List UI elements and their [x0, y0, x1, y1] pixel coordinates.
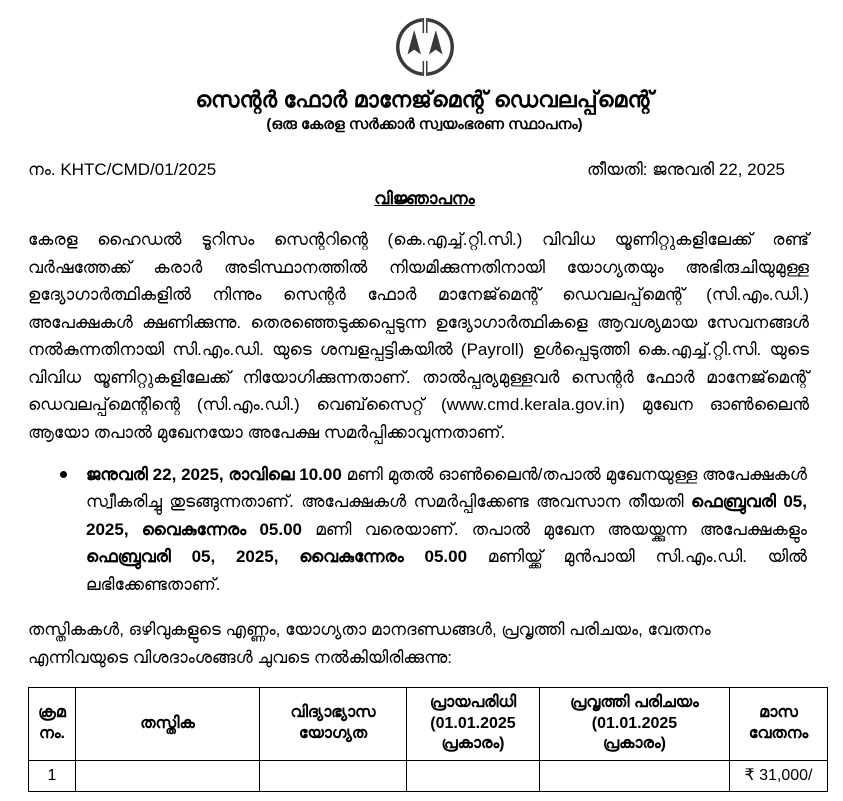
- bullet-plain: മണി വരെയാണ്. തപാൽ മുഖേന അയയ്ക്കുന്ന അപേക്ഷകളും: [302, 519, 807, 539]
- header-line: യോഗ്യത: [298, 724, 368, 742]
- cell-experience: [540, 760, 730, 791]
- organization-subtitle: (ഒരു കേരള സർക്കാർ സ്വയംഭരണ സ്ഥാപനം): [266, 115, 583, 133]
- header-line: പ്രായപരിധി: [429, 694, 517, 712]
- table-header-sl-no: [29, 688, 76, 760]
- notification-heading: വിജ്ഞാപനം: [374, 189, 475, 209]
- header-line: വേതനം: [748, 724, 809, 742]
- header-line: തസ്തിക: [140, 714, 195, 732]
- header-line: (01.01.2025: [591, 714, 678, 732]
- reference-row: [28, 160, 821, 180]
- reference-number: നം. KHTC/CMD/01/2025: [28, 160, 217, 180]
- table-header-post: [76, 688, 260, 760]
- bullet-plain: മണിയ്ക്ക് മുൻപായി സി.എം.ഡി. യിൽ ലഭിക്കേണ്ടതാണ്.: [86, 547, 807, 594]
- header-line: മാസ: [759, 704, 798, 722]
- header-line: ക്രമ: [38, 704, 66, 722]
- bullet-text: [86, 465, 807, 594]
- cell-qualification: [260, 760, 407, 791]
- cell-salary: ₹ 31,000/: [730, 760, 828, 791]
- cell-post: [76, 760, 260, 791]
- table-header-age-limit: [407, 688, 540, 760]
- jobs-table: [28, 687, 828, 792]
- logo-container: [28, 0, 821, 78]
- table-header-experience: [540, 688, 730, 760]
- cmd-emblem-logo: [394, 16, 456, 78]
- table-header-salary: [730, 688, 828, 760]
- organization-title: സെന്റർ ഫോർ മാനേജ്‌മെന്റ് ഡെവലപ്പ്‌മെന്റ്: [195, 87, 654, 112]
- header-line: വിദ്യാഭ്യാസ: [290, 704, 376, 722]
- table-header-row: [29, 688, 828, 760]
- pre-table-note: തസ്തികകൾ, ഒഴിവുകളുടെ എണ്ണം, യോഗ്യതാ മാനദണ്ഡങ്ങൾ, പ്രവൃത്തി പരിചയം, വേതനം എന്നിവയുടെ വിശദാംശങ്ങൾ ചുവടെ നൽകിയിരിക്കുന്നു:: [28, 620, 711, 667]
- header-line: പ്രകാരം): [441, 735, 505, 753]
- table-row: [29, 760, 828, 791]
- header-line: (01.01.2025: [430, 714, 516, 732]
- cell-sl-no: 1: [29, 760, 76, 791]
- bullet-list: [28, 461, 821, 599]
- jobs-table-container: [28, 687, 827, 792]
- bullet-emphasis: ഫെബ്രുവരി 05, 2025, വൈകുന്നേരം 05.00: [86, 547, 468, 567]
- cell-age-limit: [407, 760, 540, 791]
- bullet-dot-icon: [60, 471, 67, 478]
- header-line: നം.: [39, 724, 65, 742]
- table-header-qualification: [260, 688, 407, 760]
- header-line: പ്രകാരം): [603, 735, 666, 753]
- reference-date: തീയതി: ജനുവരി 22, 2025: [586, 160, 785, 180]
- bullet-emphasis: ഫെബ്രുവരി 05, 2025, വൈകുന്നേരം 05.00: [86, 492, 807, 539]
- intro-paragraph: കേരള ഹൈഡൽ ടൂറിസം സെന്ററിന്റെ (കെ.എച്ച്.റ്റി.സി.) വിവിധ യൂണിറ്റുകളിലേക്ക് രണ്ട് വർഷത്തേക്ക് കരാർ അടിസ്ഥാനത്തിൽ നിയമിക്കുന്നതിനായി യോഗ്യതയും അഭിരുചിയുമുള്ള ഉദ്യോഗാർത്ഥികളിൽ നിന്നും സെന്റർ ഫോർ മാനേജ്‌മെന്റ് ഡെവലപ്പ്‌മെന്റ് (സി.എം.ഡി.) അപേക്ഷകൾ ക്ഷണിക്കുന്നു. തെരഞ്ഞെടുക്കപ്പെടുന്ന ഉദ്യോഗാർത്ഥികളെ ആവശ്യമായ സേവനങ്ങൾ നൽകുന്നതിനായി സി.എം.ഡി. യുടെ ശമ്പളപ്പട്ടികയിൽ (Payroll) ഉൾപ്പെടുത്തി കെ.എച്ച്.റ്റി.സി. യുടെ വിവിധ യൂണിറ്റുകളിലേക്ക് നിയോഗിക്കുന്നതാണ്. താൽപ്പര്യമുള്ളവർ സെന്റർ ഫോർ മാനേജ്‌മെന്റ് ഡെവലപ്പ്‌മെന്റിന്റെ (സി.എം.ഡി.) വെബ്‌സൈറ്റ് (www.cmd.kerala.gov.in) മുഖേന ഓൺലൈൻ ആയോ തപാൽ മുഖേനയോ അപേക്ഷ സമർപ്പിക്കാവുന്നതാണ്.: [28, 230, 809, 442]
- header-line: പ്രവൃത്തി പരിചയം: [570, 694, 699, 712]
- list-item: [58, 461, 821, 599]
- bullet-emphasis: ജനുവരി 22, 2025, രാവിലെ 10.00: [86, 464, 342, 484]
- bullet-plain: മണി മുതൽ ഓൺലൈൻ/തപാൽ മുഖേനയുള്ള അപേക്ഷകൾ സ്വീകരിച്ചു തുടങ്ങുന്നതാണ്. അപേക്ഷകൾ സമർപ്പിക്കേണ്ട അവസാന തീയതി: [86, 464, 807, 512]
